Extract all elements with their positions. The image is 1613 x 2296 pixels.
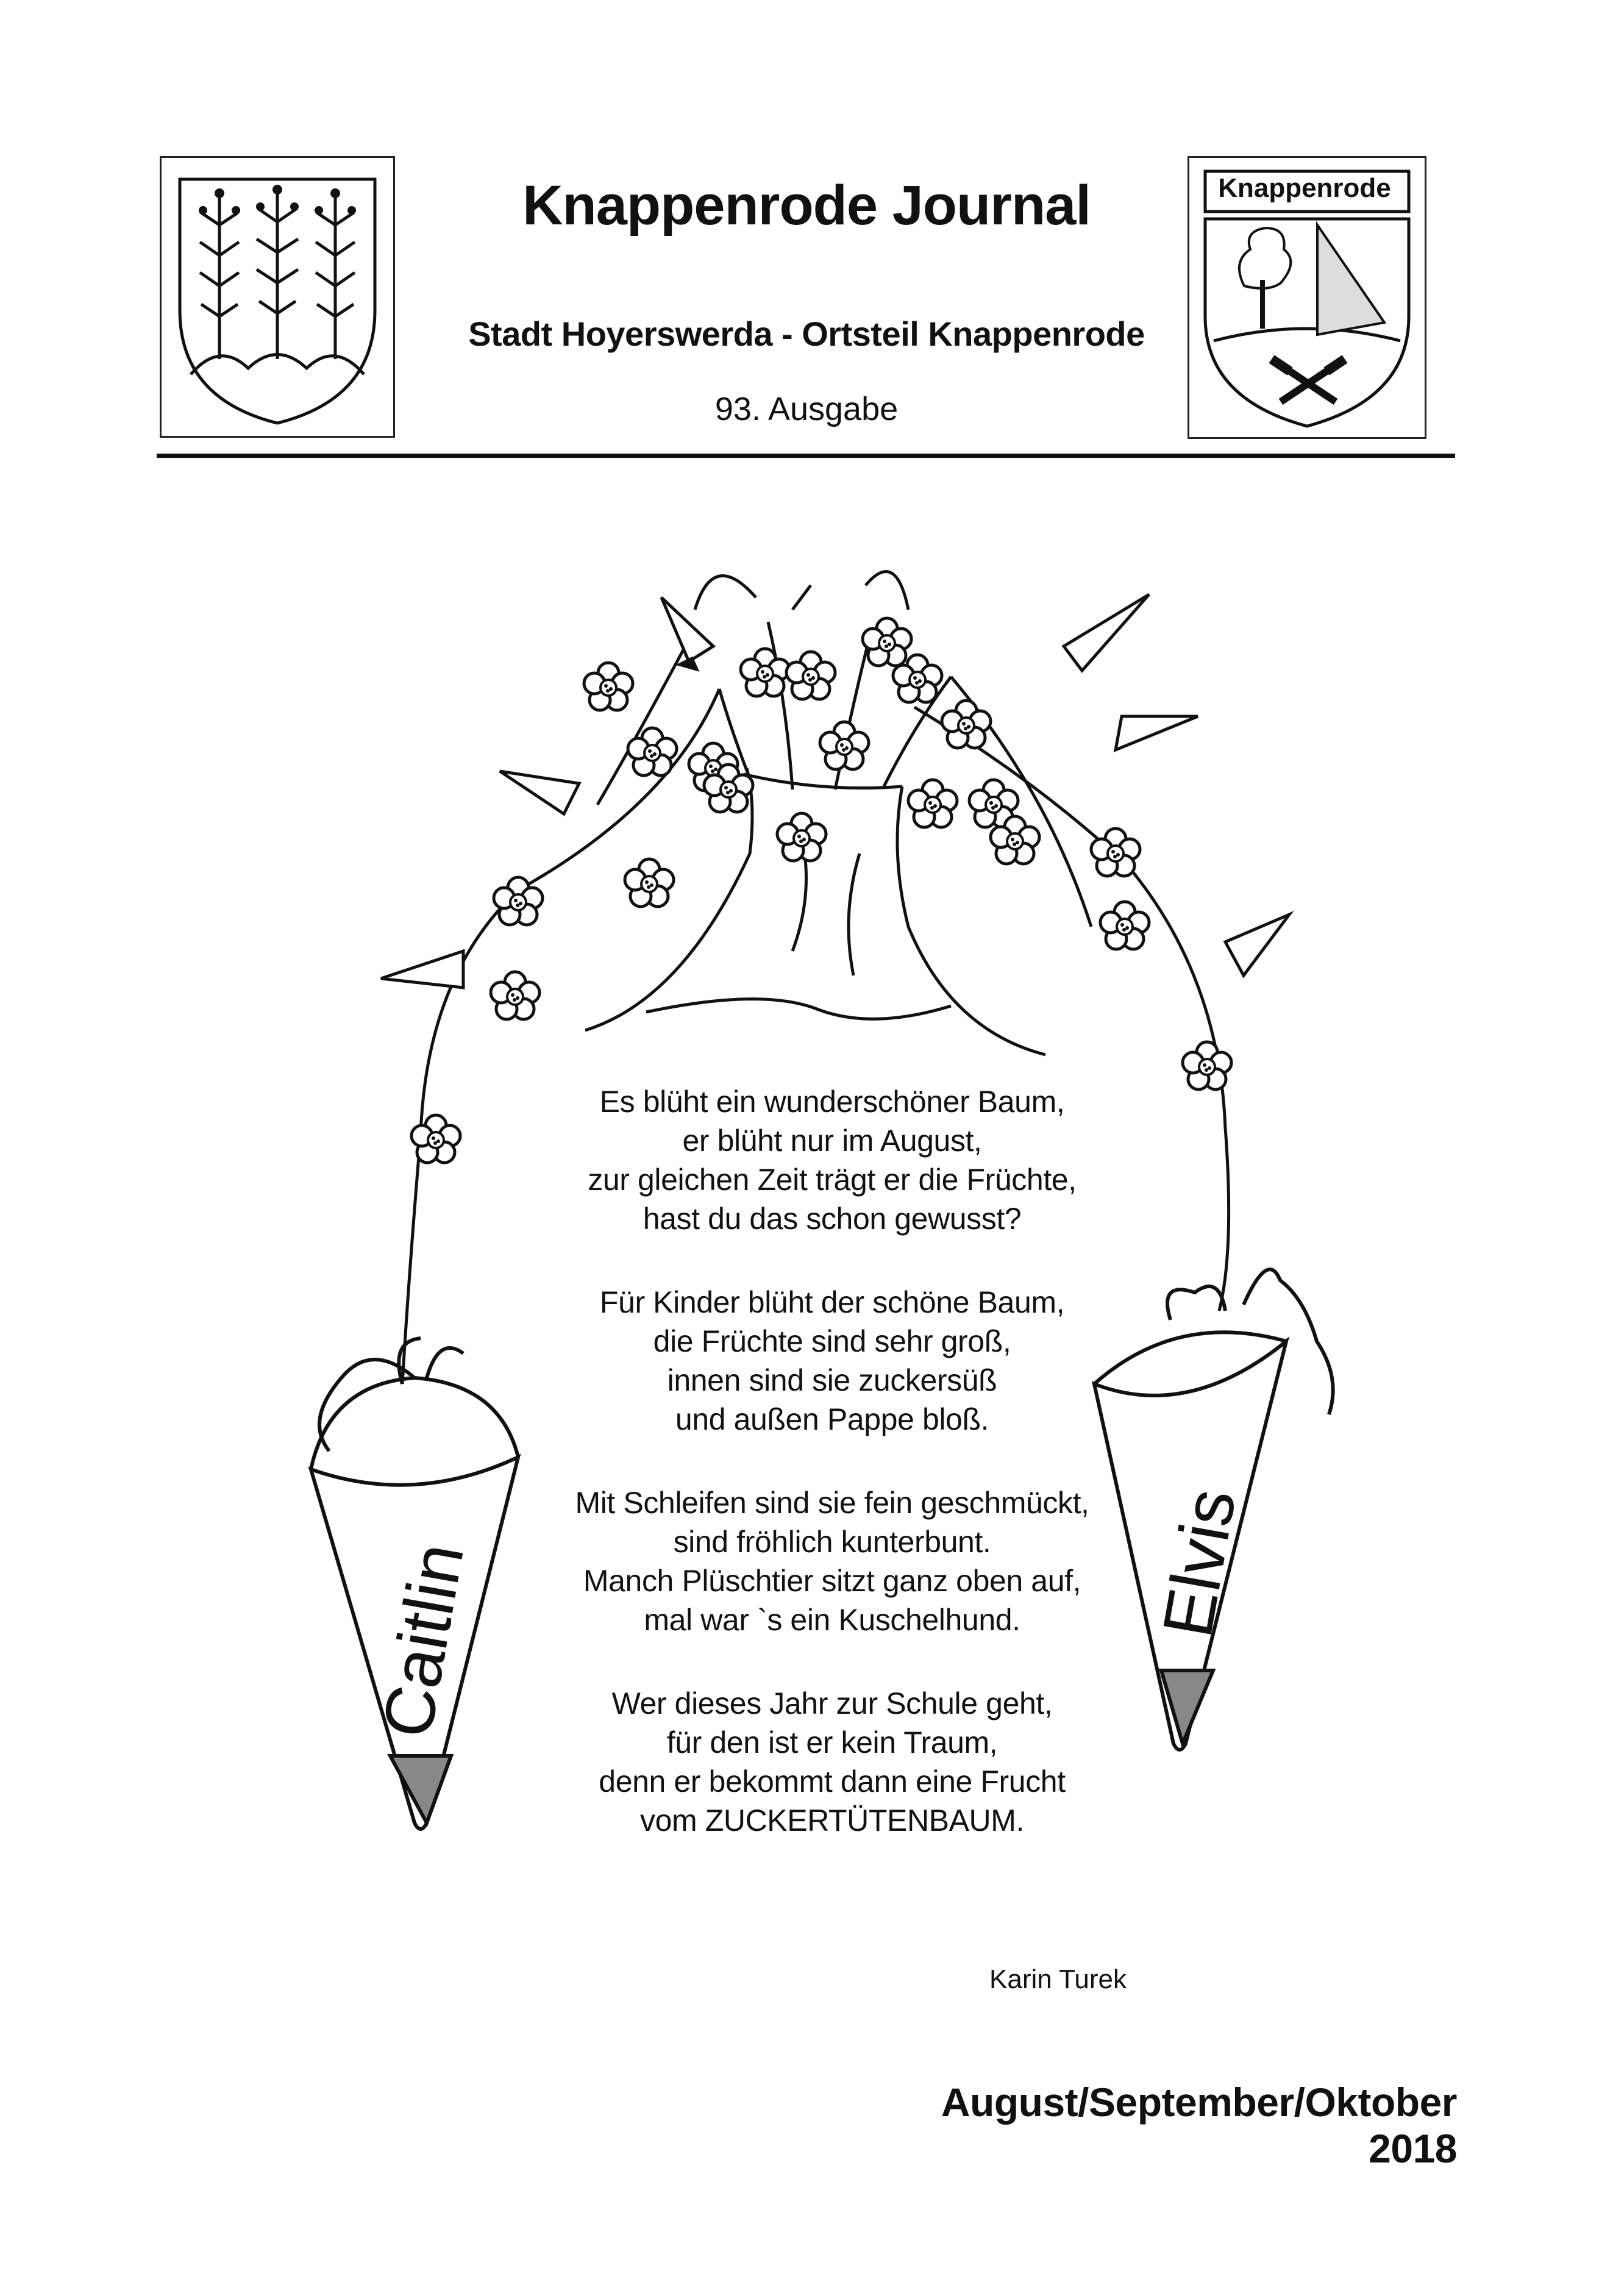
poem-line: er blüht nur im August, bbox=[682, 1124, 982, 1158]
right-crest-label: Knappenrode bbox=[1218, 173, 1391, 203]
poem-line: Mit Schleifen sind sie fein geschmückt, bbox=[575, 1486, 1089, 1520]
poem-line: vom ZUCKERTÜTENBAUM. bbox=[639, 1803, 1024, 1838]
poem-stanza-4 bbox=[512, 1684, 1152, 1840]
poem bbox=[512, 1082, 1152, 1884]
poem-stanza-3 bbox=[512, 1483, 1152, 1639]
poem-line: mal war `s ein Kuschelhund. bbox=[644, 1603, 1020, 1637]
poem-line: Wer dieses Jahr zur Schule geht, bbox=[611, 1686, 1053, 1720]
poem-line: Manch Plüschtier sitzt ganz oben auf, bbox=[583, 1564, 1081, 1598]
poem-stanza-2 bbox=[512, 1283, 1152, 1439]
journal-title: Knappenrode Journal bbox=[522, 174, 1091, 237]
small-cones bbox=[381, 594, 1289, 988]
poem-line: und außen Pappe bloß. bbox=[675, 1402, 989, 1436]
poem-line: innen sind sie zuckersüß bbox=[667, 1363, 997, 1397]
poem-line: die Früchte sind sehr groß, bbox=[653, 1324, 1011, 1358]
flowers bbox=[411, 618, 1231, 1163]
issue-date: August/September/Oktober 2018 bbox=[941, 2080, 1457, 2171]
poem-stanza-1 bbox=[512, 1082, 1152, 1238]
poem-line: Es blüht ein wunderschöner Baum, bbox=[599, 1085, 1065, 1119]
journal-subtitle: Stadt Hoyerswerda - Ortsteil Knappenrode bbox=[468, 315, 1145, 353]
poem-line: sind fröhlich kunterbunt. bbox=[673, 1525, 991, 1559]
poem-line: hast du das schon gewusst? bbox=[643, 1202, 1022, 1236]
issue-number: 93. Ausgabe bbox=[714, 391, 899, 427]
poem-author: Karin Turek bbox=[989, 1964, 1127, 1994]
left-cone-name: Caitlin bbox=[368, 1538, 479, 1744]
right-cone-name: Elvis bbox=[1148, 1483, 1251, 1643]
poem-line: denn er bekommt dann eine Frucht bbox=[599, 1764, 1066, 1799]
poem-line: Für Kinder blüht der schöne Baum, bbox=[599, 1285, 1065, 1319]
poem-line: für den ist er kein Traum, bbox=[666, 1725, 998, 1759]
poem-line: zur gleichen Zeit trägt er die Früchte, bbox=[588, 1163, 1077, 1197]
